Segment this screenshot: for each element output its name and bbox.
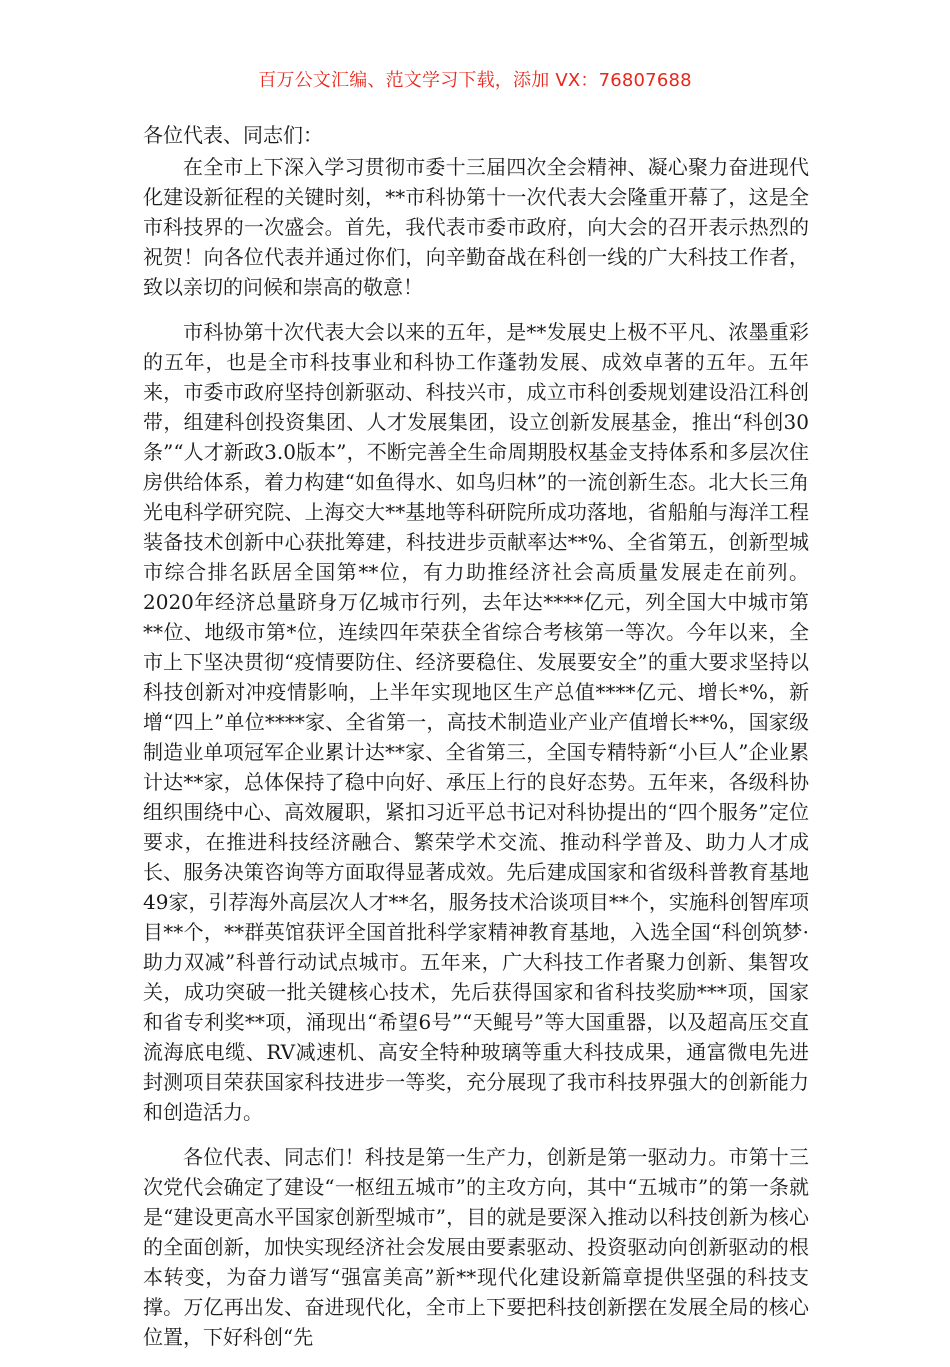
- paragraph-achievements: 市科协第十次代表大会以来的五年，是**发展史上极不平凡、浓墨重彩的五年，也是全市科技事业和科协工作蓬勃发展、成效卓著的五年。五年来，市委市政府坚持创新驱动、科技兴市，成立市科创委规划建设沿江科创带，组建科创投资集团、人才发展集团，设立创新发展基金，推出“科创30条”“人才新政3.0版本”，不断完善全生命周期股权基金支持体系和多层次住房供给体系，着力构建“如鱼得水、如鸟归林”的一流创新生态。北大长三角光电科学研究院、上海交大**基地等科研院所成功落地，省船舶与海洋工程装备技术创新中心获批筹建，科技进步贡献率达**%、全省第五，创新型城市综合排名跃居全国第**位，有力助推经济社会高质量发展走在前列。2020年经济总量跻身万亿城市行列，去年达****亿元，列全国大中城市第**位、地级市第*位，连续四年荣获全省综合考核第一等次。今年以来，全市上下坚决贯彻“疫情要防住、经济要稳住、发展要安全”的重大要求坚持以科技创新对冲疫情影响，上半年实现地区生产总值****亿元、增长*%，新增“四上”单位****家、全省第一，高技术制造业产业产值增长**%，国家级制造业单项冠军企业累计达**家、全省第三，全国专精特新“小巨人”企业累计达**家，总体保持了稳中向好、承压上行的良好态势。五年来，各级科协组织围绕中心、高效履职，紧扣习近平总书记对科协提出的“四个服务”定位要求，在推进科技经济融合、繁荣学术交流、推动科学普及、助力人才成长、服务决策咨询等方面取得显著成效。先后建成国家和省级科普教育基地49家，引荐海外高层次人才**名，服务技术洽谈项目**个，实施科创智库项目**个，**群英馆获评全国首批科学家精神教育基地，入选全国“科创筑梦·助力双减”科普行动试点城市。五年来，广大科技工作者聚力创新、集智攻关，成功突破一批关键核心技术，先后获得国家和省科技奖励***项，国家和省专利奖**项，涌现出“希望6号”“天鲲号”等大国重器，以及超高压交直流海底电缆、RV减速机、高安全特种玻璃等重大科技成果，通富微电先进封测项目荣获国家科技进步一等奖，充分展现了我市科技界强大的创新能力和创造活力。: [143, 320, 809, 1124]
- paragraph-opening: 在全市上下深入学习贯彻市委十三届四次全会精神、凝心聚力奋进现代化建设新征程的关键时刻，**市科协第十一次代表大会隆重开幕了，这是全市科技界的一次盛会。首先，我代表市委市政府，向大会的召开表示热烈的祝贺！向各位代表并通过你们，向辛勤奋战在科创一线的广大科技工作者，致以亲切的问候和崇高的敬意！: [143, 155, 809, 299]
- document-body: [143, 120, 809, 1367]
- header-banner: 百万公文汇编、范文学习下载，添加 VX：76807688: [258, 70, 692, 91]
- paragraph-innovation: 各位代表、同志们！科技是第一生产力，创新是第一驱动力。市第十三次党代会确定了建设“一枢纽五城市”的主攻方向，其中“五城市”的第一条就是“建设更高水平国家创新型城市”，目的就是要深入推动以科技创新为核心的全面创新，加快实现经济社会发展由要素驱动、投资驱动向创新驱动的根本转变，为奋力谱写“强富美高”新**现代化建设新篇章提供坚强的科技支撑。万亿再出发、奋进现代化，全市上下要把科技创新摆在发展全局的核心位置，下好科创“先: [143, 1145, 809, 1349]
- salutation: 各位代表、同志们：: [143, 123, 323, 147]
